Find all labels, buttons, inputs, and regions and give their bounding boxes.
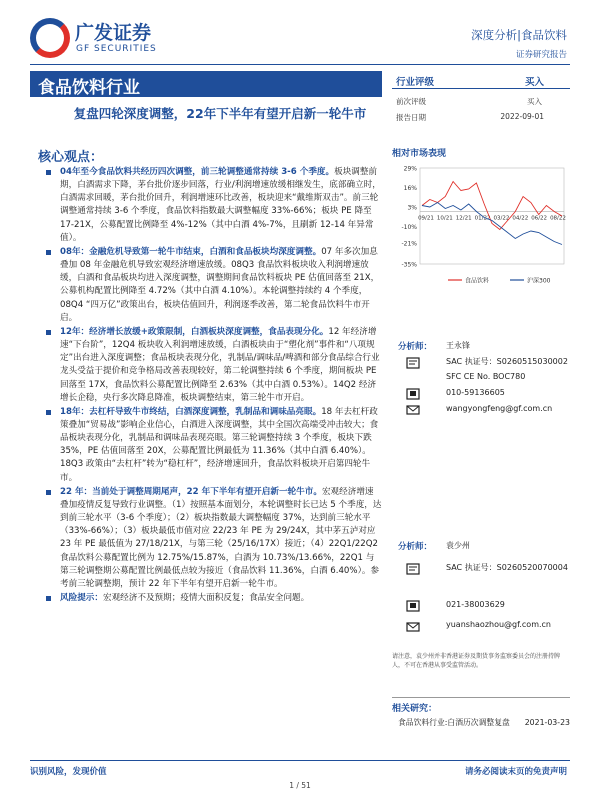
- analyst-email[interactable]: wangyongfeng@gf.com.cn: [446, 404, 553, 413]
- x-tick-label: 08/22: [550, 215, 566, 222]
- footer-divider: [30, 760, 570, 761]
- risk-label: 风险提示：: [60, 593, 103, 603]
- relative-performance-chart: [392, 160, 570, 292]
- bullet-icon: [46, 596, 51, 601]
- industry-banner: 食品饮料行业: [30, 71, 382, 97]
- page-number: 1 / 51: [289, 781, 311, 790]
- key-points-body: [30, 166, 382, 605]
- y-tick-label: -35%: [401, 261, 417, 269]
- bullet-icon: [46, 410, 51, 415]
- paragraph-text: 12 年经济增速“下台阶”，12Q4 板块收入利润增速放缓，白酒板块由于“塑化剂”事件和“八项规定”出台进入深度调整；食品板块表现分化，乳制品/调味品/啤酒和部分食品综合行业龙头受益于提价和竞争格局改善表现较好，第二轮调整持续 6 个季度，期间板块 PE 回落至 17X，食品饮料公募配置比例降至 2.63%（其中白酒 0.53%）。14Q2 经济增长企稳，央行多次降息降准，板块调整结束，第三轮牛市开启。: [60, 326, 380, 403]
- gf-logo-mark-icon: [30, 18, 70, 58]
- related-date: 2021-03-23: [524, 718, 570, 727]
- analyst-label: 分析师：: [398, 542, 433, 552]
- report-title: 复盘四轮深度调整，22年下半年有望开启新一轮牛市: [73, 106, 367, 121]
- paragraph-lead: 22 年：当前处于调整周期尾声，22 年下半年有望开启新一轮牛市。: [60, 486, 322, 497]
- key-point-paragraph: [30, 246, 382, 325]
- bullet-icon: [46, 330, 51, 335]
- paragraph-lead: 04年至今食品饮料共经历四次调整，前三轮调整通常持续 3-6 个季度。: [60, 167, 335, 177]
- report-subtype: 证券研究报告: [515, 50, 567, 60]
- prev-rating-label: 前次评级: [396, 97, 426, 106]
- prev-rating-value: 买入: [527, 97, 542, 106]
- related-title: 食品饮料行业:白酒历次调整复盘: [398, 718, 510, 727]
- paragraph-lead: 12年：经济增长放缓+政策限制，白酒板块深度调整，食品表现分化。: [60, 326, 329, 337]
- rating-value: 买入: [524, 77, 544, 88]
- key-points-heading: 核心观点：: [38, 150, 104, 165]
- related-research-heading: 相关研究：: [392, 697, 570, 714]
- rating-heading: 行业评级: [396, 77, 435, 88]
- analyst-label: 分析师：: [398, 342, 433, 352]
- phone-icon: [406, 388, 420, 400]
- x-tick-label: 03/22: [493, 215, 510, 222]
- analyst-sac: SAC 执证号：S0260515030002: [446, 357, 568, 366]
- x-tick-label: 12/21: [455, 215, 472, 222]
- x-tick-label: 10/21: [436, 215, 453, 222]
- bullet-icon: [46, 170, 51, 175]
- y-tick-label: 3%: [407, 204, 417, 212]
- risk-text: 宏观经济不及预期；疫情大面积反复；食品安全问题。: [102, 593, 310, 603]
- analyst-phone: 021-38003629: [446, 600, 505, 609]
- paragraph-lead: 18年：去杠杆导致牛市终结，白酒深度调整，乳制品和调味品亮眼。: [60, 406, 322, 417]
- certificate-icon: [406, 357, 420, 369]
- analyst-sfc: SFC CE No. BOC780: [446, 372, 526, 381]
- report-type: 深度分析|食品饮料: [471, 28, 567, 42]
- key-point-paragraph: [30, 326, 382, 405]
- footer-slogan: 识别风险，发现价值: [30, 767, 107, 777]
- analyst-email[interactable]: yuanshaozhou@gf.com.cn: [446, 620, 551, 629]
- x-tick-label: 01/22: [474, 215, 491, 222]
- report-date-value: 2022-09-01: [500, 112, 544, 121]
- analyst-sac: SAC 执证号：S0260520070004: [446, 563, 568, 572]
- report-date-label: 报告日期: [396, 113, 426, 122]
- series-line: [422, 182, 562, 230]
- footer-disclaimer-note: 请务必阅读末页的免责声明: [464, 767, 567, 777]
- market-performance-heading: 相对市场表现: [392, 149, 447, 159]
- related-item[interactable]: [398, 716, 570, 742]
- analyst-name: 袁少州: [446, 541, 470, 550]
- email-icon: [406, 621, 420, 633]
- y-tick-label: -21%: [401, 240, 417, 248]
- phone-icon: [406, 600, 420, 612]
- rating-header: [392, 73, 570, 89]
- legend-label: 沪深300: [527, 277, 551, 285]
- gf-logo: [30, 18, 170, 62]
- y-tick-label: 16%: [403, 185, 417, 192]
- analyst-phone: 010-59136605: [446, 388, 505, 397]
- certificate-icon: [406, 563, 420, 575]
- analyst-name: 王永锋: [446, 341, 470, 350]
- risk-warning: [30, 592, 382, 605]
- legend-label: 食品饮料: [465, 277, 490, 285]
- logo-cn-text: 广发证券: [75, 22, 152, 44]
- bullet-icon: [46, 250, 51, 255]
- paragraph-lead: 08年：金融危机导致第一轮牛市结束，白酒和食品板块均深度调整。: [60, 246, 322, 257]
- y-tick-label: -10%: [401, 224, 417, 231]
- paragraph-text: 宏观经济增速叠加疫情反复导致行业调整。（1）按照基本面划分，本轮调整时长已达 5 个季度，达到前三轮水平（3-6 个季度）；（2）板块指数最大调整幅度 37%，达到前三轮水平（33%-66%）；（3）板块最低市值对应 22/23 年 PE 为 29/24X，其中茅五泸对应 23 年 PE 最低值为 27/18/21X，与第三轮（25/16/17X）接近；（4）22Q1/22Q2 食品饮料公募配置比例为 12.75%/15.87%，白酒为 10.73%/13.66%，22Q1 与第三轮调整期公募配置比例最低点较为接近（食品饮料 11.36%，白酒 6.40%）。参考前三轮调整期，预计 22 年下半年有望开启新一轮牛市。: [60, 486, 382, 589]
- key-point-paragraph: [30, 486, 382, 591]
- x-tick-label: 09/21: [418, 215, 434, 222]
- key-point-paragraph: [30, 406, 382, 485]
- y-tick-label: 29%: [403, 165, 417, 173]
- paragraph-text: 07 年多次加息叠加 08 年金融危机导致宏观经济增速放缓。08Q3 食品饮料板块收入利润增速放缓，白酒和食品板块均进入深度调整，调整期间食品饮料板块 PE 估值回落至 21X，公募机构配置比例降至 4.72%（其中白酒 4.10%）。本轮调整持续约 4 个季度，08Q4 “四万亿”政策出台，板块估值回升，利润逐季改善，第二轮食品饮料牛市开启。: [60, 246, 380, 323]
- x-tick-label: 04/22: [512, 215, 529, 222]
- paragraph-text: 板块调整前期，白酒需求下降，茅台批价逐步回落，行业/利润增速放缓相继发生，底部确立时，白酒需求回暖，茅台批价回升，利润增速环比改善，板块迎来“戴维斯双击”。前三轮调整通常持续 3-6 个季度，食品饮料指数最大调整幅度 33%-66%；板块 PE 降至 17-21X，公募配置比例降至 4%-12%（其中白酒 4%-7%，且刷新 12-14 年异常值）。: [60, 167, 381, 243]
- bullet-icon: [46, 490, 51, 495]
- key-point-paragraph: [30, 166, 382, 245]
- x-tick-label: 06/22: [531, 215, 548, 222]
- analyst-registration-note: 请注意，袁少州并非香港证券及期货事务监察委员会的注册持牌人，不可在香港从事受监管活动。: [392, 653, 561, 669]
- logo-en-text: GF SECURITIES: [76, 44, 157, 54]
- paragraph-text: 18 年去杠杆政策叠加“贸易战”影响企业信心，白酒进入深度调整，其中全国次高端受冲击较大；食品板块表现分化，乳制品和调味品表现亮眼。第三轮调整持续 3 个季度，板块下跌 35%，PE 估值回落至 20X，公募配置比例最低为 11.36%（其中白酒 6.40%）。18Q3 政策由“去杠杆”转为“稳杠杆”，经济增速回升，食品饮料板块开启第四轮牛市。: [60, 406, 379, 483]
- email-icon: [406, 404, 420, 416]
- header-divider: [30, 64, 570, 65]
